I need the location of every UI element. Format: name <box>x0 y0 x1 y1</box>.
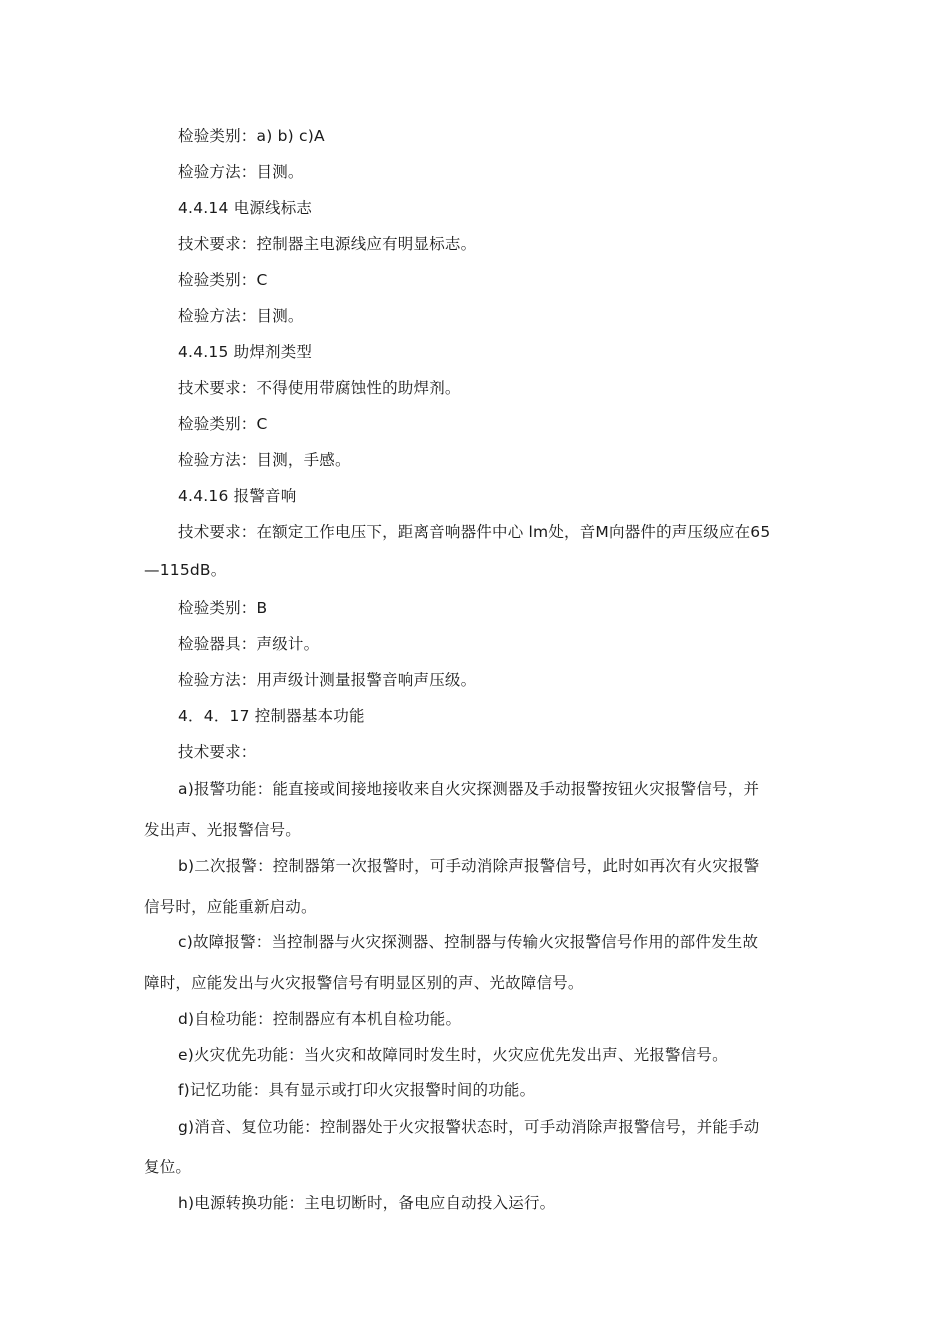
paragraph-continuation: —115dB。 <box>144 561 227 579</box>
section-heading: 4.4.15 助焊剂类型 <box>178 343 313 361</box>
paragraph-continuation: 信号时，应能重新启动。 <box>144 898 317 916</box>
inspection-method-line: 检验方法：用声级计测量报警音响声压级。 <box>178 671 477 689</box>
section-heading: 4.4.16 报警音响 <box>178 487 297 505</box>
function-item-line: c)故障报警：当控制器与火灾探测器、控制器与传输火灾报警信号作用的部件发生故 <box>178 933 759 951</box>
technical-requirement-line: 技术要求：不得使用带腐蚀性的助焊剂。 <box>178 379 461 397</box>
section-heading: 4．4．17 控制器基本功能 <box>178 707 365 725</box>
inspection-category-line: 检验类别：B <box>178 599 268 617</box>
function-item-line: g)消音、复位功能：控制器处于火灾报警状态时，可手动消除声报警信号，并能手动 <box>178 1118 760 1136</box>
inspection-method-line: 检验方法：目测。 <box>178 307 304 325</box>
inspection-category-line: 检验类别：a) b) c)A <box>178 127 325 145</box>
function-item-line: h)电源转换功能：主电切断时，备电应自动投入运行。 <box>178 1194 556 1212</box>
function-item-line: e)火灾优先功能：当火灾和故障同时发生时，火灾应优先发出声、光报警信号。 <box>178 1046 728 1064</box>
inspection-equipment-line: 检验器具：声级计。 <box>178 635 320 653</box>
inspection-method-line: 检验方法：目测，手感。 <box>178 451 351 469</box>
function-item-line: a)报警功能：能直接或间接地接收来自火灾探测器及手动报警按钮火灾报警信号，并 <box>178 780 760 798</box>
technical-requirement-line: 技术要求：控制器主电源线应有明显标志。 <box>178 235 477 253</box>
paragraph-continuation: 发出声、光报警信号。 <box>144 821 302 839</box>
paragraph-continuation: 障时，应能发出与火灾报警信号有明显区别的声、光故障信号。 <box>144 974 584 992</box>
paragraph-continuation: 复位。 <box>144 1158 192 1176</box>
inspection-method-line: 检验方法：目测。 <box>178 163 304 181</box>
section-heading: 4.4.14 电源线标志 <box>178 199 313 217</box>
technical-requirement-line: 技术要求： <box>178 743 257 761</box>
technical-requirement-line: 技术要求：在额定工作电压下，距离音响器件中心 lm处，音M向器件的声压级应在65 <box>178 523 771 541</box>
function-item-line: d)自检功能：控制器应有本机自检功能。 <box>178 1010 462 1028</box>
function-item-line: f)记忆功能：具有显示或打印火灾报警时间的功能。 <box>178 1081 536 1099</box>
inspection-category-line: 检验类别：C <box>178 415 268 433</box>
inspection-category-line: 检验类别：C <box>178 271 268 289</box>
function-item-line: b)二次报警：控制器第一次报警时，可手动消除声报警信号，此时如再次有火灾报警 <box>178 857 760 875</box>
